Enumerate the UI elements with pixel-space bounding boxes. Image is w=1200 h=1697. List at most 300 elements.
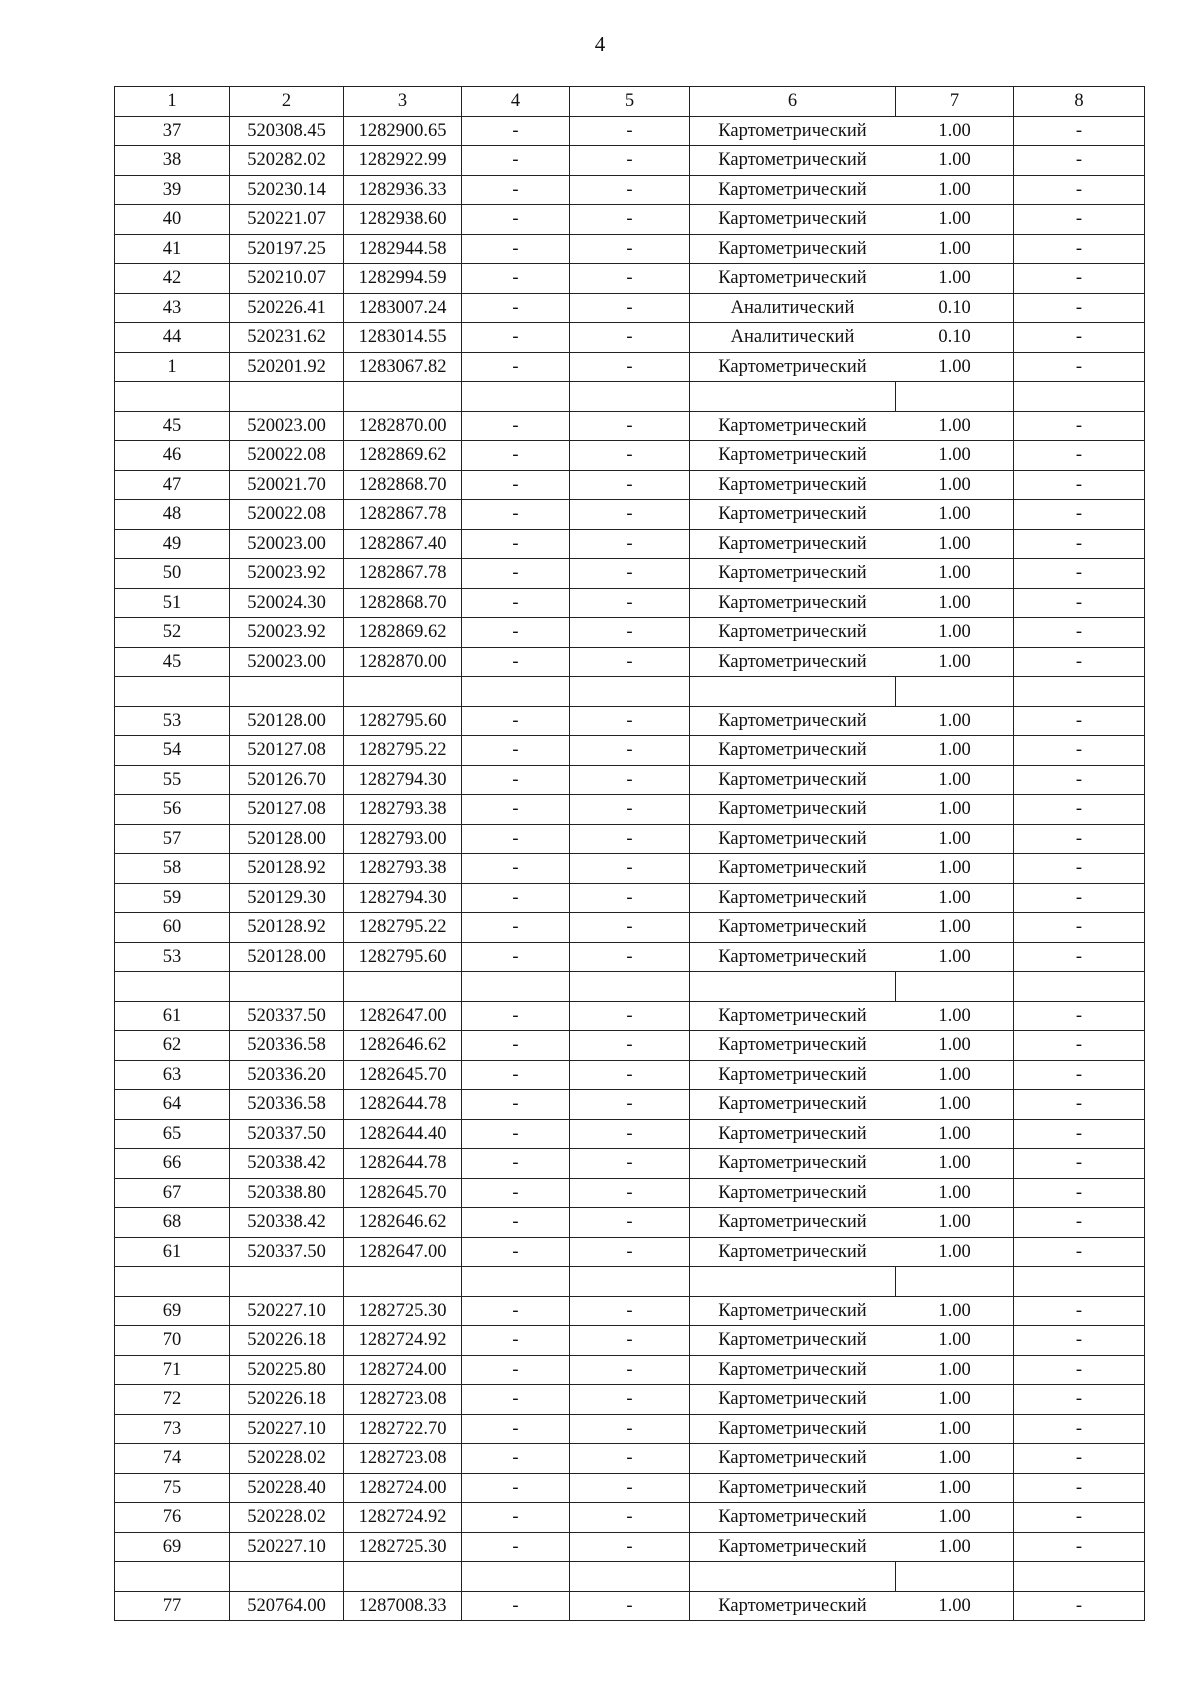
table-row — [115, 795, 1145, 825]
point-number-cell: 53 — [115, 942, 230, 972]
col-5-cell: - — [570, 1503, 690, 1533]
col-8-cell: - — [1014, 1355, 1145, 1385]
col-5-cell: - — [570, 1385, 690, 1415]
col-4-cell: - — [462, 1237, 570, 1267]
point-number-cell: 52 — [115, 618, 230, 648]
method-cell: Аналитический — [690, 323, 896, 353]
empty-cell — [690, 1267, 896, 1297]
method-cell: Картометрический — [690, 146, 896, 176]
coord-x-cell: 520022.08 — [230, 500, 344, 530]
col-8-cell: - — [1014, 500, 1145, 530]
empty-cell — [570, 1562, 690, 1592]
table-row — [115, 883, 1145, 913]
col-4-cell: - — [462, 559, 570, 589]
col-8-cell: - — [1014, 146, 1145, 176]
coord-y-cell: 1282794.30 — [344, 883, 462, 913]
coord-x-cell: 520227.10 — [230, 1414, 344, 1444]
table-row — [115, 205, 1145, 235]
coord-x-cell: 520022.08 — [230, 441, 344, 471]
empty-cell — [462, 677, 570, 707]
point-number-cell: 76 — [115, 1503, 230, 1533]
empty-cell — [1014, 677, 1145, 707]
col-4-cell: - — [462, 854, 570, 884]
coord-y-cell: 1282938.60 — [344, 205, 462, 235]
coord-y-cell: 1282793.38 — [344, 795, 462, 825]
page-number: 4 — [594, 32, 606, 56]
empty-cell — [230, 972, 344, 1002]
accuracy-cell: 1.00 — [896, 470, 1014, 500]
point-number-cell: 75 — [115, 1473, 230, 1503]
coord-y-cell: 1282646.62 — [344, 1031, 462, 1061]
point-number-cell: 77 — [115, 1591, 230, 1621]
empty-cell — [1014, 382, 1145, 412]
accuracy-cell: 1.00 — [896, 765, 1014, 795]
coord-x-cell: 520023.00 — [230, 411, 344, 441]
col-8-cell: - — [1014, 116, 1145, 146]
accuracy-cell: 1.00 — [896, 1060, 1014, 1090]
col-8-cell: - — [1014, 1296, 1145, 1326]
coord-y-cell: 1282724.92 — [344, 1503, 462, 1533]
empty-cell — [230, 677, 344, 707]
method-cell: Картометрический — [690, 1473, 896, 1503]
point-number-cell: 50 — [115, 559, 230, 589]
empty-cell — [1014, 972, 1145, 1002]
col-8-cell: - — [1014, 1001, 1145, 1031]
accuracy-cell: 1.00 — [896, 618, 1014, 648]
coord-y-cell: 1282794.30 — [344, 765, 462, 795]
empty-cell — [896, 677, 1014, 707]
header-col-8: 8 — [1014, 87, 1145, 117]
col-5-cell: - — [570, 618, 690, 648]
col-4-cell: - — [462, 411, 570, 441]
point-number-cell: 61 — [115, 1237, 230, 1267]
table-row — [115, 1296, 1145, 1326]
table-row — [115, 559, 1145, 589]
empty-cell — [230, 1562, 344, 1592]
col-8-cell: - — [1014, 1237, 1145, 1267]
empty-cell — [896, 1267, 1014, 1297]
method-cell: Картометрический — [690, 647, 896, 677]
col-4-cell: - — [462, 1296, 570, 1326]
col-4-cell: - — [462, 824, 570, 854]
table-row — [115, 146, 1145, 176]
col-5-cell: - — [570, 323, 690, 353]
coord-x-cell: 520127.08 — [230, 795, 344, 825]
table-header-row — [115, 87, 1145, 117]
coord-x-cell: 520226.18 — [230, 1385, 344, 1415]
accuracy-cell: 1.00 — [896, 1532, 1014, 1562]
accuracy-cell: 1.00 — [896, 559, 1014, 589]
coord-x-cell: 520337.50 — [230, 1237, 344, 1267]
coord-x-cell: 520336.58 — [230, 1031, 344, 1061]
point-number-cell: 45 — [115, 647, 230, 677]
method-cell: Картометрический — [690, 1385, 896, 1415]
coord-y-cell: 1282647.00 — [344, 1001, 462, 1031]
point-number-cell: 45 — [115, 411, 230, 441]
table-row — [115, 264, 1145, 294]
coord-y-cell: 1282867.40 — [344, 529, 462, 559]
point-number-cell: 65 — [115, 1119, 230, 1149]
point-number-cell: 68 — [115, 1208, 230, 1238]
point-number-cell: 54 — [115, 736, 230, 766]
col-4-cell: - — [462, 529, 570, 559]
coord-x-cell: 520210.07 — [230, 264, 344, 294]
col-8-cell: - — [1014, 559, 1145, 589]
accuracy-cell: 1.00 — [896, 264, 1014, 294]
method-cell: Картометрический — [690, 588, 896, 618]
col-8-cell: - — [1014, 1503, 1145, 1533]
col-8-cell: - — [1014, 205, 1145, 235]
col-5-cell: - — [570, 1355, 690, 1385]
col-4-cell: - — [462, 795, 570, 825]
table-row — [115, 1031, 1145, 1061]
method-cell: Картометрический — [690, 470, 896, 500]
empty-cell — [896, 972, 1014, 1002]
coord-x-cell: 520227.10 — [230, 1296, 344, 1326]
empty-cell — [344, 677, 462, 707]
coord-x-cell: 520128.92 — [230, 913, 344, 943]
method-cell: Картометрический — [690, 1532, 896, 1562]
col-5-cell: - — [570, 1237, 690, 1267]
separator-row — [115, 972, 1145, 1002]
col-8-cell: - — [1014, 1444, 1145, 1474]
table-row — [115, 1149, 1145, 1179]
accuracy-cell: 1.00 — [896, 529, 1014, 559]
col-5-cell: - — [570, 1473, 690, 1503]
point-number-cell: 48 — [115, 500, 230, 530]
table-row — [115, 411, 1145, 441]
col-5-cell: - — [570, 706, 690, 736]
point-number-cell: 56 — [115, 795, 230, 825]
empty-cell — [690, 972, 896, 1002]
coord-y-cell: 1287008.33 — [344, 1591, 462, 1621]
col-4-cell: - — [462, 1326, 570, 1356]
col-4-cell: - — [462, 1532, 570, 1562]
coord-y-cell: 1283067.82 — [344, 352, 462, 382]
coord-y-cell: 1282868.70 — [344, 470, 462, 500]
col-5-cell: - — [570, 913, 690, 943]
coord-y-cell: 1282644.40 — [344, 1119, 462, 1149]
empty-cell — [115, 972, 230, 1002]
method-cell: Картометрический — [690, 618, 896, 648]
empty-cell — [570, 972, 690, 1002]
coord-y-cell: 1282795.60 — [344, 706, 462, 736]
point-number-cell: 55 — [115, 765, 230, 795]
col-5-cell: - — [570, 175, 690, 205]
point-number-cell: 74 — [115, 1444, 230, 1474]
col-5-cell: - — [570, 470, 690, 500]
col-4-cell: - — [462, 441, 570, 471]
coord-x-cell: 520023.92 — [230, 559, 344, 589]
coord-x-cell: 520129.30 — [230, 883, 344, 913]
col-4-cell: - — [462, 470, 570, 500]
coordinates-table — [114, 86, 1145, 1621]
col-4-cell: - — [462, 234, 570, 264]
col-4-cell: - — [462, 1001, 570, 1031]
col-4-cell: - — [462, 146, 570, 176]
point-number-cell: 60 — [115, 913, 230, 943]
accuracy-cell: 1.00 — [896, 824, 1014, 854]
coord-y-cell: 1283014.55 — [344, 323, 462, 353]
accuracy-cell: 1.00 — [896, 942, 1014, 972]
method-cell: Картометрический — [690, 1237, 896, 1267]
point-number-cell: 71 — [115, 1355, 230, 1385]
coord-x-cell: 520023.00 — [230, 647, 344, 677]
table-row — [115, 352, 1145, 382]
empty-cell — [115, 382, 230, 412]
coord-x-cell: 520126.70 — [230, 765, 344, 795]
accuracy-cell: 1.00 — [896, 1385, 1014, 1415]
method-cell: Картометрический — [690, 736, 896, 766]
table-row — [115, 854, 1145, 884]
method-cell: Картометрический — [690, 1178, 896, 1208]
col-8-cell: - — [1014, 942, 1145, 972]
coord-y-cell: 1282936.33 — [344, 175, 462, 205]
method-cell: Картометрический — [690, 1090, 896, 1120]
point-number-cell: 51 — [115, 588, 230, 618]
point-number-cell: 63 — [115, 1060, 230, 1090]
coord-x-cell: 520230.14 — [230, 175, 344, 205]
coord-y-cell: 1282724.00 — [344, 1473, 462, 1503]
col-5-cell: - — [570, 293, 690, 323]
coord-x-cell: 520227.10 — [230, 1532, 344, 1562]
table-row — [115, 1503, 1145, 1533]
col-5-cell: - — [570, 647, 690, 677]
col-5-cell: - — [570, 1591, 690, 1621]
accuracy-cell: 0.10 — [896, 323, 1014, 353]
coord-y-cell: 1282723.08 — [344, 1385, 462, 1415]
table-row — [115, 116, 1145, 146]
separator-row — [115, 382, 1145, 412]
accuracy-cell: 1.00 — [896, 1414, 1014, 1444]
coord-x-cell: 520282.02 — [230, 146, 344, 176]
col-8-cell: - — [1014, 1208, 1145, 1238]
table-row — [115, 942, 1145, 972]
col-8-cell: - — [1014, 411, 1145, 441]
col-4-cell: - — [462, 618, 570, 648]
header-col-4: 4 — [462, 87, 570, 117]
col-8-cell: - — [1014, 1119, 1145, 1149]
point-number-cell: 59 — [115, 883, 230, 913]
method-cell: Аналитический — [690, 293, 896, 323]
col-4-cell: - — [462, 1178, 570, 1208]
method-cell: Картометрический — [690, 883, 896, 913]
col-5-cell: - — [570, 765, 690, 795]
coord-x-cell: 520337.50 — [230, 1119, 344, 1149]
coord-y-cell: 1282868.70 — [344, 588, 462, 618]
method-cell: Картометрический — [690, 175, 896, 205]
col-8-cell: - — [1014, 175, 1145, 205]
col-4-cell: - — [462, 588, 570, 618]
method-cell: Картометрический — [690, 411, 896, 441]
col-8-cell: - — [1014, 1532, 1145, 1562]
col-5-cell: - — [570, 1001, 690, 1031]
coord-x-cell: 520023.92 — [230, 618, 344, 648]
col-4-cell: - — [462, 1503, 570, 1533]
col-8-cell: - — [1014, 854, 1145, 884]
header-col-3: 3 — [344, 87, 462, 117]
coord-x-cell: 520221.07 — [230, 205, 344, 235]
method-cell: Картометрический — [690, 559, 896, 589]
col-5-cell: - — [570, 1532, 690, 1562]
table-row — [115, 1060, 1145, 1090]
separator-row — [115, 677, 1145, 707]
col-8-cell: - — [1014, 1149, 1145, 1179]
coord-x-cell: 520128.00 — [230, 706, 344, 736]
header-col-7: 7 — [896, 87, 1014, 117]
coord-x-cell: 520338.42 — [230, 1208, 344, 1238]
col-5-cell: - — [570, 883, 690, 913]
col-8-cell: - — [1014, 913, 1145, 943]
coord-x-cell: 520197.25 — [230, 234, 344, 264]
col-5-cell: - — [570, 1444, 690, 1474]
col-8-cell: - — [1014, 234, 1145, 264]
table-row — [115, 500, 1145, 530]
point-number-cell: 66 — [115, 1149, 230, 1179]
col-4-cell: - — [462, 323, 570, 353]
coord-x-cell: 520228.02 — [230, 1503, 344, 1533]
header-col-1: 1 — [115, 87, 230, 117]
col-5-cell: - — [570, 795, 690, 825]
table-row — [115, 1414, 1145, 1444]
col-4-cell: - — [462, 706, 570, 736]
coord-x-cell: 520225.80 — [230, 1355, 344, 1385]
coord-y-cell: 1282922.99 — [344, 146, 462, 176]
col-8-cell: - — [1014, 264, 1145, 294]
col-5-cell: - — [570, 1178, 690, 1208]
coord-y-cell: 1282944.58 — [344, 234, 462, 264]
point-number-cell: 41 — [115, 234, 230, 264]
coord-y-cell: 1282647.00 — [344, 1237, 462, 1267]
method-cell: Картометрический — [690, 1326, 896, 1356]
col-5-cell: - — [570, 146, 690, 176]
coord-x-cell: 520336.20 — [230, 1060, 344, 1090]
col-4-cell: - — [462, 293, 570, 323]
col-4-cell: - — [462, 1090, 570, 1120]
method-cell: Картометрический — [690, 205, 896, 235]
col-4-cell: - — [462, 175, 570, 205]
method-cell: Картометрический — [690, 1031, 896, 1061]
accuracy-cell: 1.00 — [896, 1355, 1014, 1385]
coord-y-cell: 1282645.70 — [344, 1060, 462, 1090]
method-cell: Картометрический — [690, 706, 896, 736]
empty-cell — [115, 1267, 230, 1297]
point-number-cell: 53 — [115, 706, 230, 736]
coord-y-cell: 1282793.38 — [344, 854, 462, 884]
coord-y-cell: 1282795.60 — [344, 942, 462, 972]
point-number-cell: 72 — [115, 1385, 230, 1415]
table-row — [115, 913, 1145, 943]
col-4-cell: - — [462, 1591, 570, 1621]
accuracy-cell: 1.00 — [896, 883, 1014, 913]
coord-y-cell: 1282795.22 — [344, 736, 462, 766]
empty-cell — [230, 1267, 344, 1297]
col-8-cell: - — [1014, 795, 1145, 825]
method-cell: Картометрический — [690, 1001, 896, 1031]
method-cell: Картометрический — [690, 942, 896, 972]
accuracy-cell: 1.00 — [896, 1296, 1014, 1326]
point-number-cell: 57 — [115, 824, 230, 854]
empty-cell — [115, 677, 230, 707]
coord-x-cell: 520226.18 — [230, 1326, 344, 1356]
col-8-cell: - — [1014, 323, 1145, 353]
method-cell: Картометрический — [690, 529, 896, 559]
method-cell: Картометрический — [690, 854, 896, 884]
accuracy-cell: 1.00 — [896, 500, 1014, 530]
table-row — [115, 441, 1145, 471]
col-4-cell: - — [462, 500, 570, 530]
point-number-cell: 42 — [115, 264, 230, 294]
method-cell: Картометрический — [690, 116, 896, 146]
coord-y-cell: 1282793.00 — [344, 824, 462, 854]
empty-cell — [570, 1267, 690, 1297]
table-row — [115, 1444, 1145, 1474]
col-8-cell: - — [1014, 1414, 1145, 1444]
col-5-cell: - — [570, 1090, 690, 1120]
col-4-cell: - — [462, 1385, 570, 1415]
accuracy-cell: 1.00 — [896, 854, 1014, 884]
accuracy-cell: 1.00 — [896, 588, 1014, 618]
col-8-cell: - — [1014, 1178, 1145, 1208]
col-5-cell: - — [570, 205, 690, 235]
empty-cell — [344, 1267, 462, 1297]
coord-y-cell: 1282724.92 — [344, 1326, 462, 1356]
point-number-cell: 44 — [115, 323, 230, 353]
coord-x-cell: 520226.41 — [230, 293, 344, 323]
col-8-cell: - — [1014, 883, 1145, 913]
coord-x-cell: 520023.00 — [230, 529, 344, 559]
col-5-cell: - — [570, 116, 690, 146]
col-8-cell: - — [1014, 1090, 1145, 1120]
col-4-cell: - — [462, 116, 570, 146]
table-row — [115, 234, 1145, 264]
point-number-cell: 64 — [115, 1090, 230, 1120]
accuracy-cell: 1.00 — [896, 1178, 1014, 1208]
point-number-cell: 73 — [115, 1414, 230, 1444]
col-4-cell: - — [462, 205, 570, 235]
empty-cell — [462, 1267, 570, 1297]
col-5-cell: - — [570, 1326, 690, 1356]
coord-x-cell: 520231.62 — [230, 323, 344, 353]
point-number-cell: 40 — [115, 205, 230, 235]
coord-y-cell: 1282724.00 — [344, 1355, 462, 1385]
accuracy-cell: 1.00 — [896, 736, 1014, 766]
coord-y-cell: 1282869.62 — [344, 441, 462, 471]
point-number-cell: 49 — [115, 529, 230, 559]
point-number-cell: 38 — [115, 146, 230, 176]
coord-x-cell: 520764.00 — [230, 1591, 344, 1621]
col-8-cell: - — [1014, 706, 1145, 736]
col-4-cell: - — [462, 1473, 570, 1503]
empty-cell — [462, 972, 570, 1002]
col-4-cell: - — [462, 1414, 570, 1444]
empty-cell — [1014, 1267, 1145, 1297]
coord-y-cell: 1282645.70 — [344, 1178, 462, 1208]
col-8-cell: - — [1014, 1385, 1145, 1415]
coord-x-cell: 520338.80 — [230, 1178, 344, 1208]
coord-x-cell: 520228.02 — [230, 1444, 344, 1474]
col-5-cell: - — [570, 736, 690, 766]
col-8-cell: - — [1014, 736, 1145, 766]
col-8-cell: - — [1014, 1060, 1145, 1090]
accuracy-cell: 1.00 — [896, 175, 1014, 205]
table-row — [115, 1208, 1145, 1238]
point-number-cell: 39 — [115, 175, 230, 205]
accuracy-cell: 1.00 — [896, 1090, 1014, 1120]
method-cell: Картометрический — [690, 795, 896, 825]
table-row — [115, 323, 1145, 353]
method-cell: Картометрический — [690, 824, 896, 854]
